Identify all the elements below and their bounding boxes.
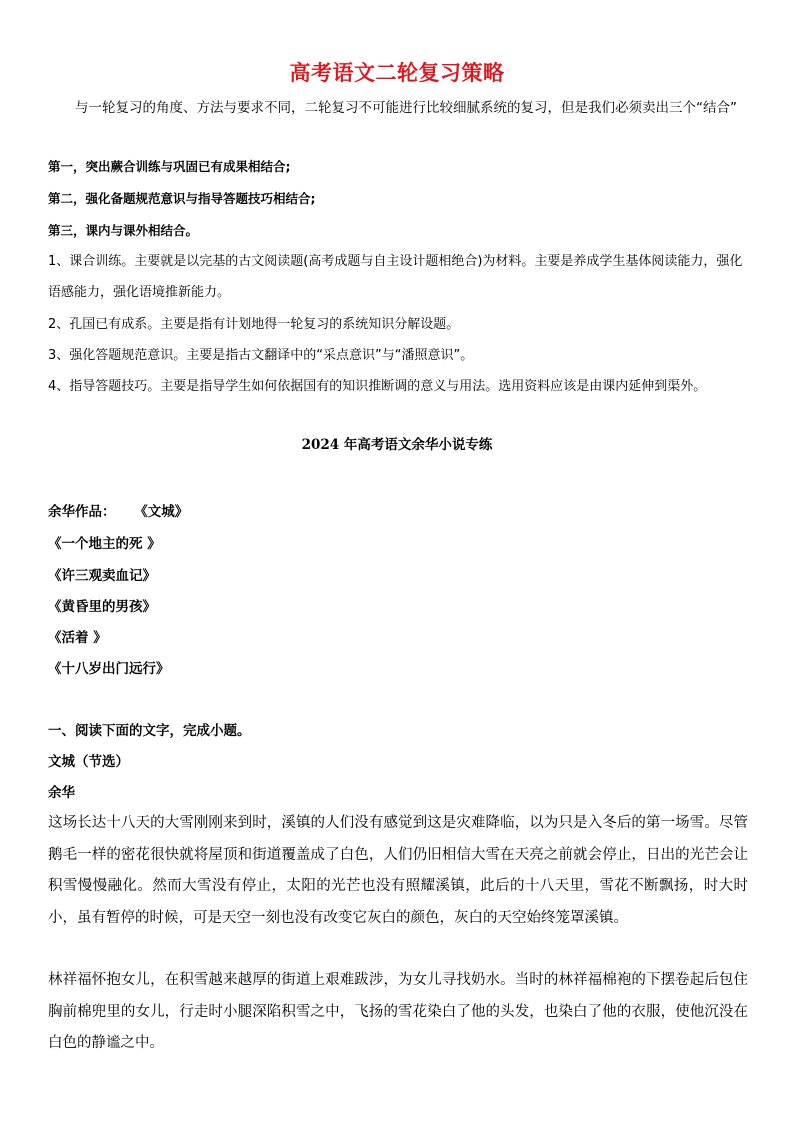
strategy-point-3: 第三，课内与课外相结合。 xyxy=(48,223,199,238)
strategy-item-4: 4、指导答题技巧。主要是指导学生如何依据国有的知识推断调的意义与用法。选用资料应该是由课内延伸到渠外。 xyxy=(48,379,707,394)
page-title: 高考语文二轮复习策略 xyxy=(289,61,505,85)
practice-subtitle: 2024 年高考语文余华小说专练 xyxy=(301,437,493,453)
work-title-2: 《许三观卖血记》 xyxy=(48,568,156,584)
strategy-item-1: 1、课合训练。主要就是以完基的古文阅读题(高考成题与自主设计题相绝合)为材料。主要是养成学生基体阅读能力，强化语感能力，强化语境推新能力。 xyxy=(48,254,743,300)
strategy-item-3: 3、强化答题规范意识。主要是指古文翻译中的“采点意识”与“潘照意识”。 xyxy=(48,348,474,363)
strategy-point-1: 第一，突出蕨合训练与巩固已有成果相结合; xyxy=(48,159,291,174)
work-title-3: 《黄昏里的男孩》 xyxy=(48,599,156,615)
intro-paragraph: 与一轮复习的角度、方法与要求不同，二轮复习不可能进行比较细腻系统的复习，但是我们必须卖出三个“结合” xyxy=(75,100,737,116)
section-heading: 一、阅读下面的文字，完成小题。 xyxy=(48,723,251,739)
works-label: 余华作品： 《文城》 xyxy=(48,504,189,520)
excerpt-author: 余华 xyxy=(48,785,75,801)
excerpt-paragraph-2: 林祥福怀抱女儿，在积雪越来越厚的街道上艰难跋涉，为女儿寻找奶水。当时的林祥福棉袍的下摆卷起后包住胸前棉兜里的女儿，行走时小腿深陷积雪之中，飞扬的雪花染白了他的头发，也染白了他的衣服，使他沉没在白色的静谧之中。 xyxy=(48,972,748,1051)
work-title-1: 《一个地主的死 》 xyxy=(48,536,161,552)
work-title-5: 《十八岁出门远行》 xyxy=(48,661,170,677)
excerpt-source: 文城（节选） xyxy=(48,754,129,770)
work-title-4: 《活着 》 xyxy=(48,630,107,646)
excerpt-paragraph-1: 这场长达十八天的大雪刚刚来到时，溪镇的人们没有感觉到这是灾难降临，以为只是入冬后的第一场雪。尽管鹅毛一样的密花很快就将屋顶和街道覆盖成了白色，人们仍旧相信大雪在天亮之前就会停止，日出的光芒会让积雪慢慢融化。然而大雪没有停止，太阳的光芒也没有照耀溪镇，此后的十八天里，雪花不断飘扬，时大时小，虽有暂停的时候，可是天空一刻也没有改变它灰白的颜色，灰白的天空始终笼罩溪镇。 xyxy=(48,815,748,926)
strategy-item-2: 2、孔国已有成系。主要是指有计划地得一轮复习的系统知识分解设题。 xyxy=(48,317,460,332)
strategy-point-2: 第二，强化备题规范意识与指导答题技巧相结合; xyxy=(48,191,316,206)
